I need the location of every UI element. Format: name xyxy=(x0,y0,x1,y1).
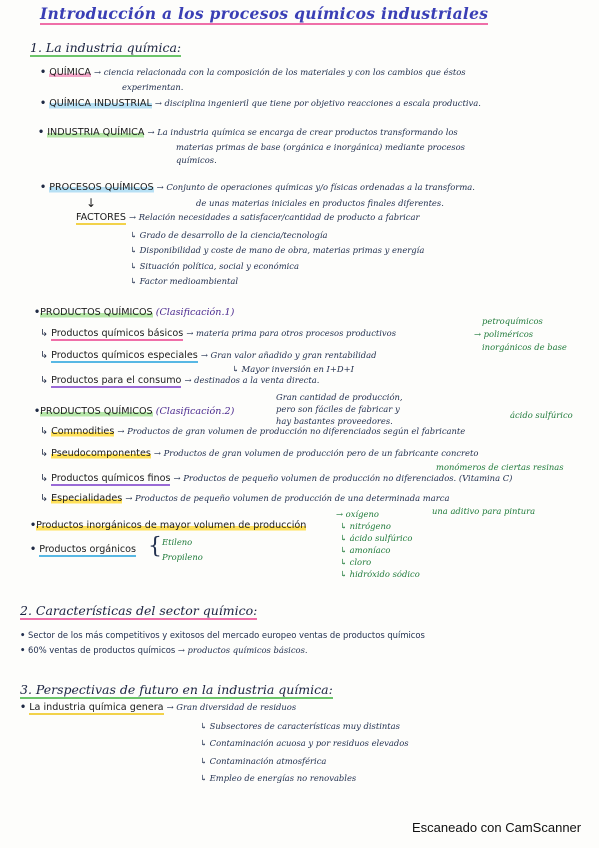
basicos-def: → materia prima para otros procesos productivos xyxy=(186,328,397,338)
commodities-def: → Productos de gran volumen de producción no diferenciados según el fabricante xyxy=(117,426,466,436)
section-2-line-2-result: → productos químicos básicos. xyxy=(177,645,308,655)
section-3-heading-text: 3. Perspectivas de futuro en la industria química: xyxy=(20,682,333,697)
inorganico-item: ↳ hidróxido sódico xyxy=(340,569,420,579)
section-3-term: La industria química genera xyxy=(29,702,164,713)
page-title xyxy=(40,4,488,23)
section-2-heading-text: 2. Características del sector químico: xyxy=(20,603,258,618)
pseudocomponentes-side: monómeros de ciertas resinas xyxy=(436,462,564,472)
procesos-quimicos-term: PROCESOS QUÍMICOS xyxy=(49,182,154,193)
commodities-note: Gran cantidad de producción, xyxy=(276,392,403,402)
industria-quimica-def: → La industria química se encarga de crear productos transformando los xyxy=(147,127,458,137)
especiales-sub: ↳ Mayor inversión en I+D+I xyxy=(232,364,354,374)
inorganicos-term: Productos inorgánicos de mayor volumen de producción xyxy=(36,520,307,531)
clasificacion-2-heading: •PRODUCTOS QUÍMICOS (Clasificación.2) xyxy=(34,406,235,417)
organico-item: Propileno xyxy=(162,552,203,562)
section-2-line-2-text: 60% ventas de productos químicos xyxy=(28,645,176,655)
commodities-note: pero son fáciles de fabricar y xyxy=(276,404,400,414)
organico-item: Etileno xyxy=(162,537,193,547)
especialidades-def: → Productos de pequeño volumen de producción de una determinada marca xyxy=(125,493,450,503)
section-2-line-2: • 60% ventas de productos químicos → productos químicos básicos. xyxy=(20,645,308,655)
acido-sulfurico-note: ácido sulfúrico xyxy=(510,410,573,420)
especialidades-term: Especialidades xyxy=(51,493,123,504)
section-3-item: ↳ Contaminación atmosférica xyxy=(200,756,327,766)
section-2-line-1-text: Sector de los más competitivos y exitosos del mercado europeo ventas de productos químicos xyxy=(28,630,425,640)
factores-row xyxy=(76,212,419,223)
basicos-side-item: petroquímicos xyxy=(482,316,543,326)
section-3-item: ↳ Empleo de energías no renovables xyxy=(200,773,357,783)
basicos-row: ↳ Productos químicos básicos → materia prima para otros procesos productivos xyxy=(40,328,397,339)
pseudocomponentes-term: Pseudocomponentes xyxy=(51,448,151,459)
basicos-side-item: inorgánicos de base xyxy=(482,342,567,352)
organicos-term: Productos orgánicos xyxy=(39,544,137,555)
quimica-industrial-def: → disciplina ingenieril que tiene por objetivo reacciones a escala productiva. xyxy=(154,98,481,108)
finos-term: Productos químicos finos xyxy=(51,473,171,484)
factor-item: ↳ Situación política, social y económica xyxy=(130,261,299,271)
industria-quimica-def-end: químicos. xyxy=(176,155,217,165)
section-2-heading xyxy=(20,603,257,618)
inorganico-item: ↳ nitrógeno xyxy=(340,521,391,531)
commodities-term: Commodities xyxy=(51,426,115,437)
page-title-text: Introducción a los procesos químicos industriales xyxy=(40,4,489,23)
clasificacion-2-tag: (Clasificación.2) xyxy=(155,406,235,417)
camscanner-watermark: Escaneado con CamScanner xyxy=(412,820,582,835)
organicos-row: • Productos orgánicos xyxy=(30,544,137,555)
finos-def: → Productos de pequeño volumen de producción no diferenciados. (Vitamina C) xyxy=(173,473,513,483)
factor-item: ↳ Grado de desarrollo de la ciencia/tecnología xyxy=(130,230,328,240)
section-3-heading xyxy=(20,682,333,697)
quimica-def: → ciencia relacionada con la composición de los materiales y con los cambios que éstos xyxy=(94,67,466,77)
quimica-industrial-row: • QUÍMICA INDUSTRIAL → disciplina ingenieril que tiene por objetivo reacciones a escala productiva. xyxy=(40,98,481,109)
section-2-line-1: • Sector de los más competitivos y exitosos del mercado europeo ventas de productos químicos xyxy=(20,630,425,640)
factores-term: FACTORES xyxy=(76,212,126,223)
inorganicos-row: •Productos inorgánicos de mayor volumen de producción xyxy=(30,520,307,531)
procesos-quimicos-row: • PROCESOS QUÍMICOS → Conjunto de operaciones químicas y/o físicas ordenadas a la transforma. xyxy=(40,182,475,193)
inorganico-item: → oxígeno xyxy=(336,509,379,519)
brace-icon: { xyxy=(148,534,162,559)
quimica-industrial-term: QUÍMICA INDUSTRIAL xyxy=(49,98,152,109)
section-1-heading-text: 1. La industria química: xyxy=(30,40,182,55)
clasificacion-1-tag: (Clasificación.1) xyxy=(155,307,235,318)
inorganico-item: ↳ cloro xyxy=(340,557,372,567)
pseudocomponentes-def: → Productos de gran volumen de producción pero de un fabricante concreto xyxy=(153,448,479,458)
especiales-term: Productos químicos especiales xyxy=(51,350,198,361)
especiales-row: ↳ Productos químicos especiales → Gran valor añadido y gran rentabilidad xyxy=(40,350,377,361)
inorganico-item: ↳ amoníaco xyxy=(340,545,391,555)
commodities-row: ↳ Commodities → Productos de gran volumen de producción no diferenciados según el fabricante xyxy=(40,426,466,437)
commodities-note: hay bastantes proveedores. xyxy=(276,416,393,426)
basicos-side-item: → poliméricos xyxy=(474,329,534,339)
section-3-item: ↳ Contaminación acuosa y por residuos elevados xyxy=(200,738,409,748)
quimica-row: • QUÍMICA → ciencia relacionada con la composición de los materiales y con los cambios que éstos xyxy=(40,67,466,78)
clasificacion-2-term: PRODUCTOS QUÍMICOS xyxy=(40,406,153,417)
section-3-first: → Gran diversidad de residuos xyxy=(166,702,297,712)
consumo-term: Productos para el consumo xyxy=(51,375,182,386)
factores-def: → Relación necesidades a satisfacer/cantidad de producto a fabricar xyxy=(129,212,420,222)
especialidades-side: una aditivo para pintura xyxy=(432,506,536,516)
especiales-def: → Gran valor añadido y gran rentabilidad xyxy=(200,350,377,360)
clasificacion-1-heading: •PRODUCTOS QUÍMICOS (Clasificación.1) xyxy=(34,307,235,318)
down-arrow-icon: ↓ xyxy=(86,196,97,210)
pseudocomponentes-row: ↳ Pseudocomponentes → Productos de gran volumen de producción pero de un fabricante concreto xyxy=(40,448,479,459)
finos-row: ↳ Productos químicos finos → Productos de pequeño volumen de producción no diferenciados. (Vitamina C) xyxy=(40,473,513,484)
especialidades-row: ↳ Especialidades → Productos de pequeño volumen de producción de una determinada marca xyxy=(40,493,450,504)
quimica-term: QUÍMICA xyxy=(49,67,91,78)
section-3-row: • La industria química genera → Gran diversidad de residuos xyxy=(20,702,297,713)
quimica-def-cont: experimentan. xyxy=(122,82,184,92)
procesos-quimicos-def: → Conjunto de operaciones químicas y/o físicas ordenadas a la transforma. xyxy=(156,182,475,192)
clasificacion-1-term: PRODUCTOS QUÍMICOS xyxy=(40,307,153,318)
basicos-term: Productos químicos básicos xyxy=(51,328,184,339)
factor-item: ↳ Disponibilidad y coste de mano de obra, materias primas y energía xyxy=(130,245,425,255)
industria-quimica-term: INDUSTRIA QUÍMICA xyxy=(47,127,145,138)
industria-quimica-row: • INDUSTRIA QUÍMICA → La industria química se encarga de crear productos transformando los xyxy=(38,127,458,138)
factor-item: ↳ Factor medioambiental xyxy=(130,276,239,286)
section-1-heading xyxy=(30,40,181,55)
industria-quimica-def-cont: materias primas de base (orgánica e inorgánica) mediante procesos xyxy=(176,142,465,152)
consumo-row: ↳ Productos para el consumo → destinados a la venta directa. xyxy=(40,375,320,386)
section-3-item: ↳ Subsectores de características muy distintas xyxy=(200,721,400,731)
procesos-quimicos-def-cont: de unas materias iniciales en productos finales diferentes. xyxy=(196,198,444,208)
inorganico-item: ↳ ácido sulfúrico xyxy=(340,533,413,543)
consumo-def: → destinados a la venta directa. xyxy=(184,375,320,385)
